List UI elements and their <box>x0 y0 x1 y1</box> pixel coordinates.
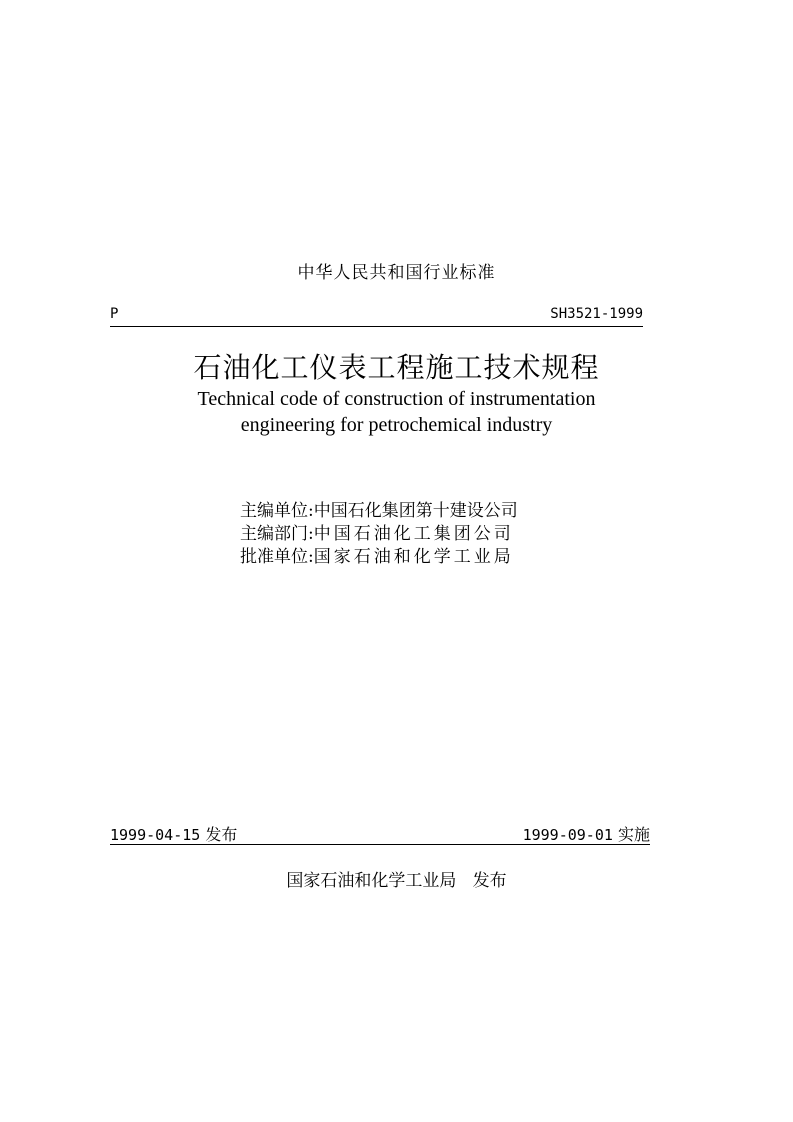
publisher-name: 国家石油和化学工业局 <box>286 871 457 891</box>
classification-category: P <box>110 306 119 322</box>
standard-code: SH3521-1999 <box>550 306 643 322</box>
english-title-line-2: engineering for petrochemical industry <box>240 414 553 436</box>
english-title-line-1: Technical code of construction of instrumentation <box>197 388 596 410</box>
dates-row <box>110 822 650 845</box>
org-row-editor-dept <box>240 523 518 546</box>
org-label: 主编单位: <box>240 501 314 521</box>
classification-row <box>110 306 643 327</box>
document-title-english <box>0 386 793 438</box>
issue-date: 1999-04-15 <box>110 826 201 844</box>
effective-date-group <box>523 822 650 845</box>
org-row-editor-unit <box>240 500 518 523</box>
publisher-action: 发布 <box>472 871 507 891</box>
organizations-block <box>240 500 518 569</box>
org-label: 批准单位: <box>240 547 314 567</box>
effective-label: 实施 <box>617 825 650 844</box>
org-value: 中国石油化工集团公司 <box>313 524 514 544</box>
document-title-chinese: 石油化工仪表工程施工技术规程 <box>193 351 600 384</box>
effective-date: 1999-09-01 <box>522 826 613 844</box>
standard-type-heading: 中华人民共和国行业标准 <box>297 263 496 283</box>
org-row-approval-unit <box>240 546 518 569</box>
publisher-line <box>0 866 793 891</box>
org-label: 主编部门: <box>240 524 314 544</box>
org-value: 中国石化集团第十建设公司 <box>313 501 518 521</box>
org-value: 国家石油和化学工业局 <box>313 547 514 567</box>
issue-label: 发布 <box>205 825 238 844</box>
issue-date-group <box>110 822 237 845</box>
